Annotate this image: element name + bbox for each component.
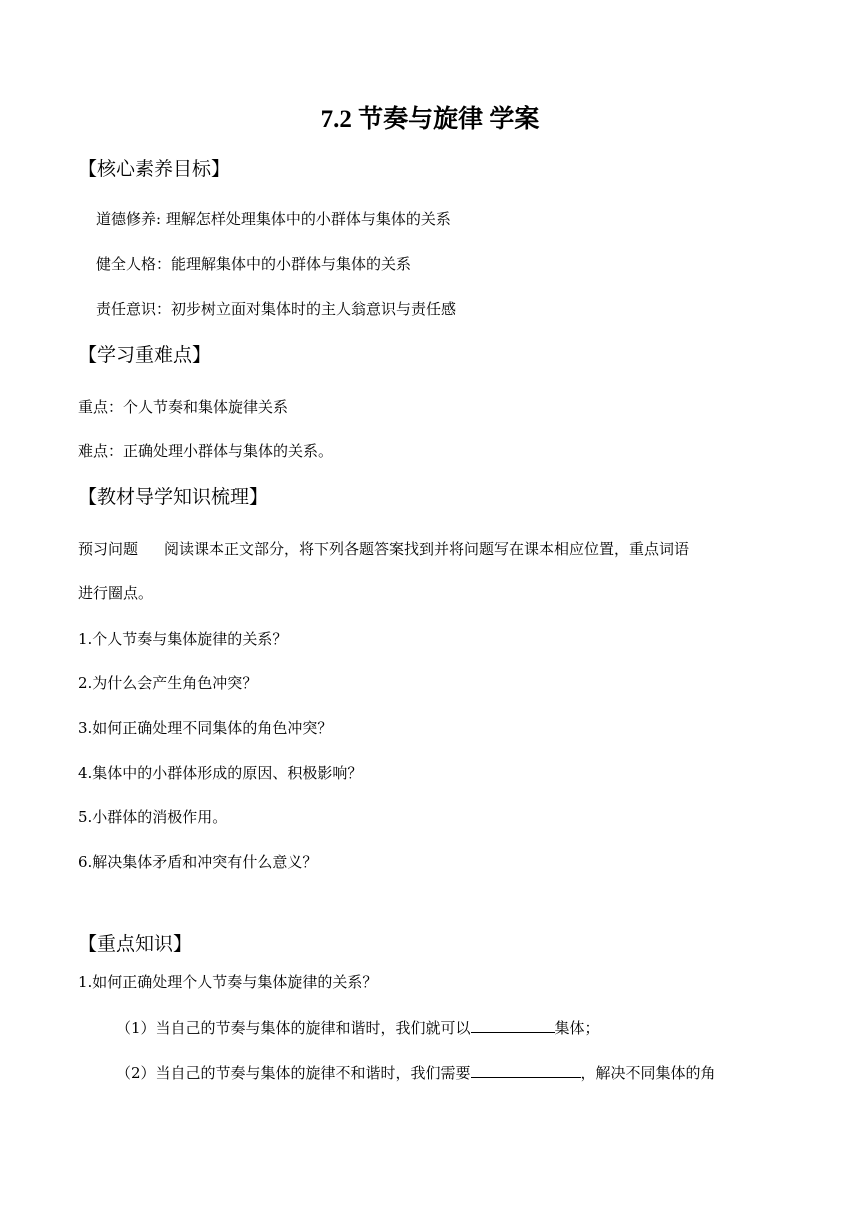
preview-paragraph	[78, 538, 689, 560]
question-item: 1.个人节奏与集体旋律的关系？	[78, 630, 288, 648]
question-item: 5.小群体的消极作用。	[78, 808, 228, 826]
section-heading-key-knowledge: 【重点知识】	[78, 933, 193, 955]
preview-label: 预习问题	[78, 540, 139, 558]
section-heading-core-goals: 【核心素养目标】	[78, 158, 231, 180]
page-title: 7.2 节奏与旋律 学案	[320, 106, 540, 133]
goal-item: 健全人格：能理解集体中的小群体与集体的关系	[96, 255, 412, 273]
preview-text: 阅读课本正文部分，将下列各题答案找到并将问题写在课本相应位置，重点词语	[164, 540, 690, 558]
goal-item: 道德修养: 理解怎样处理集体中的小群体与集体的关系	[96, 210, 451, 228]
section-heading-key-difficult: 【学习重难点】	[78, 344, 212, 366]
key-question: 1.如何正确处理个人节奏与集体旋律的关系？	[78, 973, 378, 991]
fill-in-text: 集体；	[554, 1019, 600, 1037]
fill-in-text: ，解决不同集体的角	[580, 1064, 716, 1082]
difficulty-text: 难点：正确处理小群体与集体的关系。	[78, 442, 334, 460]
fill-in-item-2	[116, 1062, 716, 1084]
fill-in-blank[interactable]	[471, 1017, 555, 1033]
question-item: 4.集体中的小群体形成的原因、积极影响？	[78, 764, 363, 782]
section-heading-textbook-guide: 【教材导学知识梳理】	[78, 486, 269, 508]
fill-in-text: （2）当自己的节奏与集体的旋律不和谐时，我们需要	[116, 1064, 471, 1082]
fill-in-blank[interactable]	[471, 1062, 581, 1078]
fill-in-text: （1）当自己的节奏与集体的旋律和谐时，我们就可以	[116, 1019, 471, 1037]
goal-item: 责任意识：初步树立面对集体时的主人翁意识与责任感	[96, 300, 457, 318]
key-point-text: 重点：个人节奏和集体旋律关系	[78, 398, 289, 416]
question-item: 6.解决集体矛盾和冲突有什么意义？	[78, 853, 318, 871]
fill-in-item-1	[116, 1017, 600, 1039]
question-item: 2.为什么会产生角色冲突？	[78, 674, 258, 692]
question-item: 3.如何正确处理不同集体的角色冲突？	[78, 719, 333, 737]
preview-paragraph-continued: 进行圈点。	[78, 584, 154, 602]
